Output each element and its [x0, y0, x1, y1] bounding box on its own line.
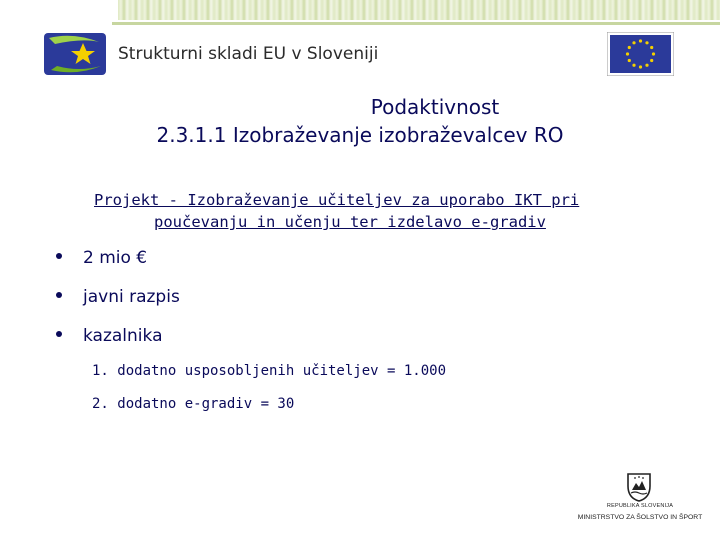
indicator-item: 2. dodatno e-gradiv = 30 [92, 396, 295, 412]
bullet-icon [56, 331, 62, 337]
project-link[interactable] [94, 189, 624, 233]
bullet-icon [56, 253, 62, 259]
bullet-text: kazalnika [83, 326, 163, 346]
indicator-item: 1. dodatno usposobljenih učiteljev = 1.000 [92, 363, 447, 379]
ministry-logo-line-2: MINISTRSTVO ZA ŠOLSTVO IN ŠPORT [577, 514, 703, 521]
ministry-logo-line-1: REPUBLIKA SLOVENIJA [606, 503, 674, 509]
project-link-line-1: Projekt - Izobraževanje učiteljev za uporabo IKT pri [94, 191, 580, 209]
slide-title [0, 93, 720, 149]
bullet-text: 2 mio € [83, 248, 148, 268]
bullet-icon [56, 292, 62, 298]
structural-funds-logo-icon [43, 32, 107, 76]
header-decor-band [118, 0, 720, 20]
eu-flag-icon [607, 32, 674, 76]
header-divider [112, 22, 720, 25]
title-line-1: Podaktivnost [370, 95, 500, 119]
title-line-2: 2.3.1.1 Izobraževanje izobraževalcev RO [156, 123, 564, 147]
coat-of-arms-icon [626, 472, 652, 502]
program-name: Strukturni skladi EU v Sloveniji [118, 44, 379, 64]
ministry-logo [574, 470, 706, 526]
bullet-text: javni razpis [83, 287, 180, 307]
project-link-line-2: poučevanju in učenju ter izdelavo e-gradiv [154, 213, 546, 231]
indicator-list [92, 363, 446, 429]
